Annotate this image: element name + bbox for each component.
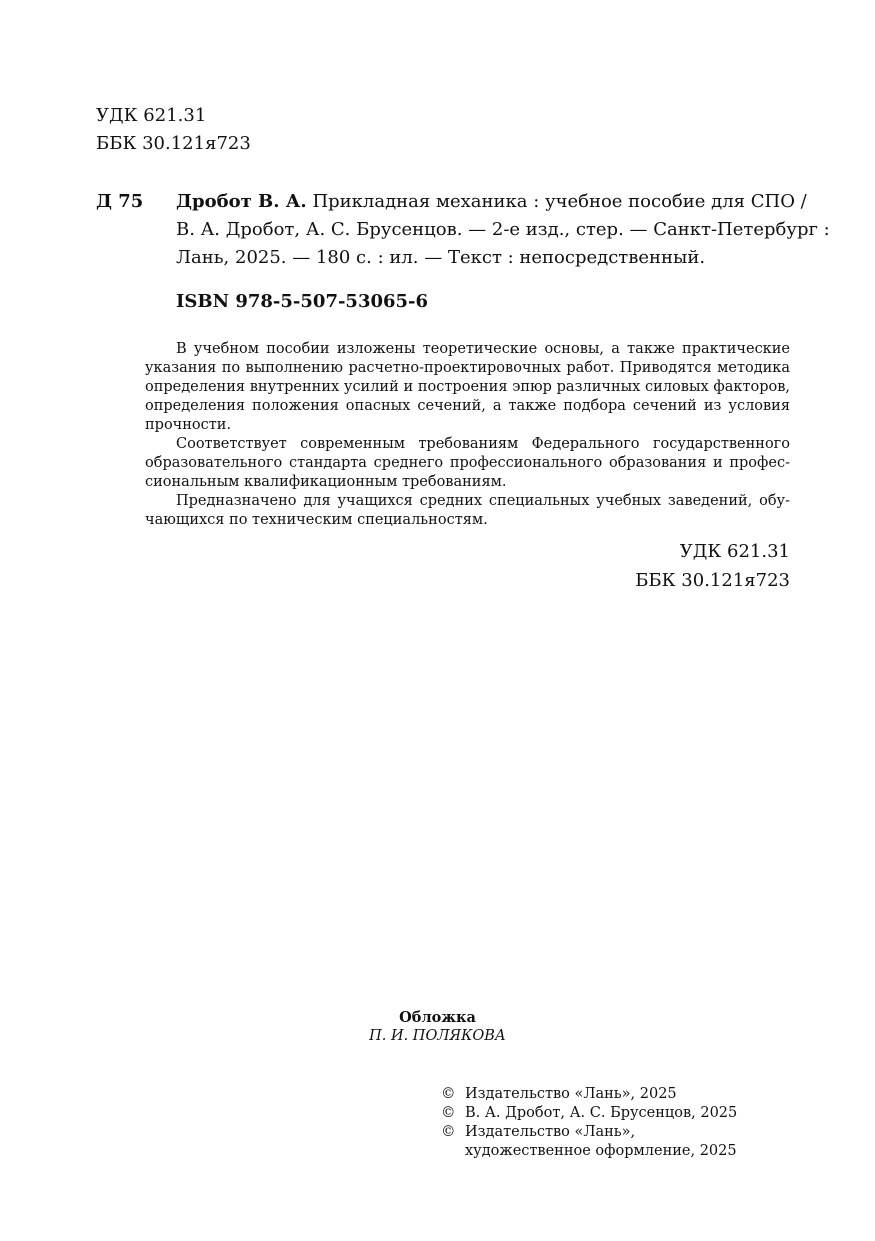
bib-line-1 xyxy=(176,188,807,216)
abstract-line: Предназначено для учащихся средних специальных учебных заведений, обу- xyxy=(176,493,790,509)
bibliographic-record xyxy=(176,188,830,272)
bbk-code-bottom: ББК 30.121я723 xyxy=(635,570,790,591)
bib-line-3: Лань, 2025. — 180 с. : ил. — Текст : непосредственный. xyxy=(176,247,706,268)
abstract-line: чающихся по техническим специальностям. xyxy=(145,512,488,528)
copyright-text: художественное оформление, 2025 xyxy=(465,1143,737,1159)
copyright-text: В. А. Дробот, А. С. Брусенцов, 2025 xyxy=(465,1105,738,1121)
abstract-line: определения положения опасных сечений, а также подбора сечений из условия xyxy=(145,398,790,414)
abstract-line: указания по выполнению расчетно-проектировочных работ. Приводятся методика xyxy=(145,360,790,376)
abstract xyxy=(145,340,790,530)
abstract-line: прочности. xyxy=(145,417,232,433)
copyright-line xyxy=(441,1085,737,1104)
copyright-line xyxy=(441,1142,737,1161)
cover-designer: П. И. ПОЛЯКОВА xyxy=(369,1028,506,1044)
copyright-text: Издательство «Лань», 2025 xyxy=(465,1086,677,1102)
copyright-line xyxy=(441,1123,737,1142)
bbk-code-top: ББК 30.121я723 xyxy=(96,133,251,154)
copyright-symbol: © xyxy=(441,1105,456,1121)
abstract-line: сиональным квалификационным требованиям. xyxy=(145,474,507,490)
bib-line-2: В. А. Дробот, А. С. Брусенцов. — 2-е изд., стер. — Санкт-Петербург : xyxy=(176,219,830,240)
copyright-text: Издательство «Лань», xyxy=(465,1124,636,1140)
abstract-line: определения внутренних усилий и построения эпюр различных силовых факторов, xyxy=(145,379,790,395)
bib-title: Прикладная механика : учебное пособие для СПО / xyxy=(312,191,807,212)
bib-author: Дробот В. А. xyxy=(176,191,307,212)
abstract-line: В учебном пособии изложены теоретические основы, а также практические xyxy=(176,341,790,357)
copyright-block xyxy=(441,1085,737,1161)
copyright-line xyxy=(441,1104,737,1123)
copyright-symbol: © xyxy=(441,1124,456,1140)
cover-label: Обложка xyxy=(399,1009,476,1026)
udk-code-top: УДК 621.31 xyxy=(96,105,207,126)
author-sign: Д 75 xyxy=(96,191,144,212)
abstract-line: образовательного стандарта среднего профессионального образования и профес- xyxy=(145,455,790,471)
copyright-symbol: © xyxy=(441,1086,456,1102)
isbn: ISBN 978-5-507-53065-6 xyxy=(176,291,429,312)
udk-code-bottom: УДК 621.31 xyxy=(679,541,790,562)
abstract-line: Соответствует современным требованиям Федерального государственного xyxy=(176,436,790,452)
